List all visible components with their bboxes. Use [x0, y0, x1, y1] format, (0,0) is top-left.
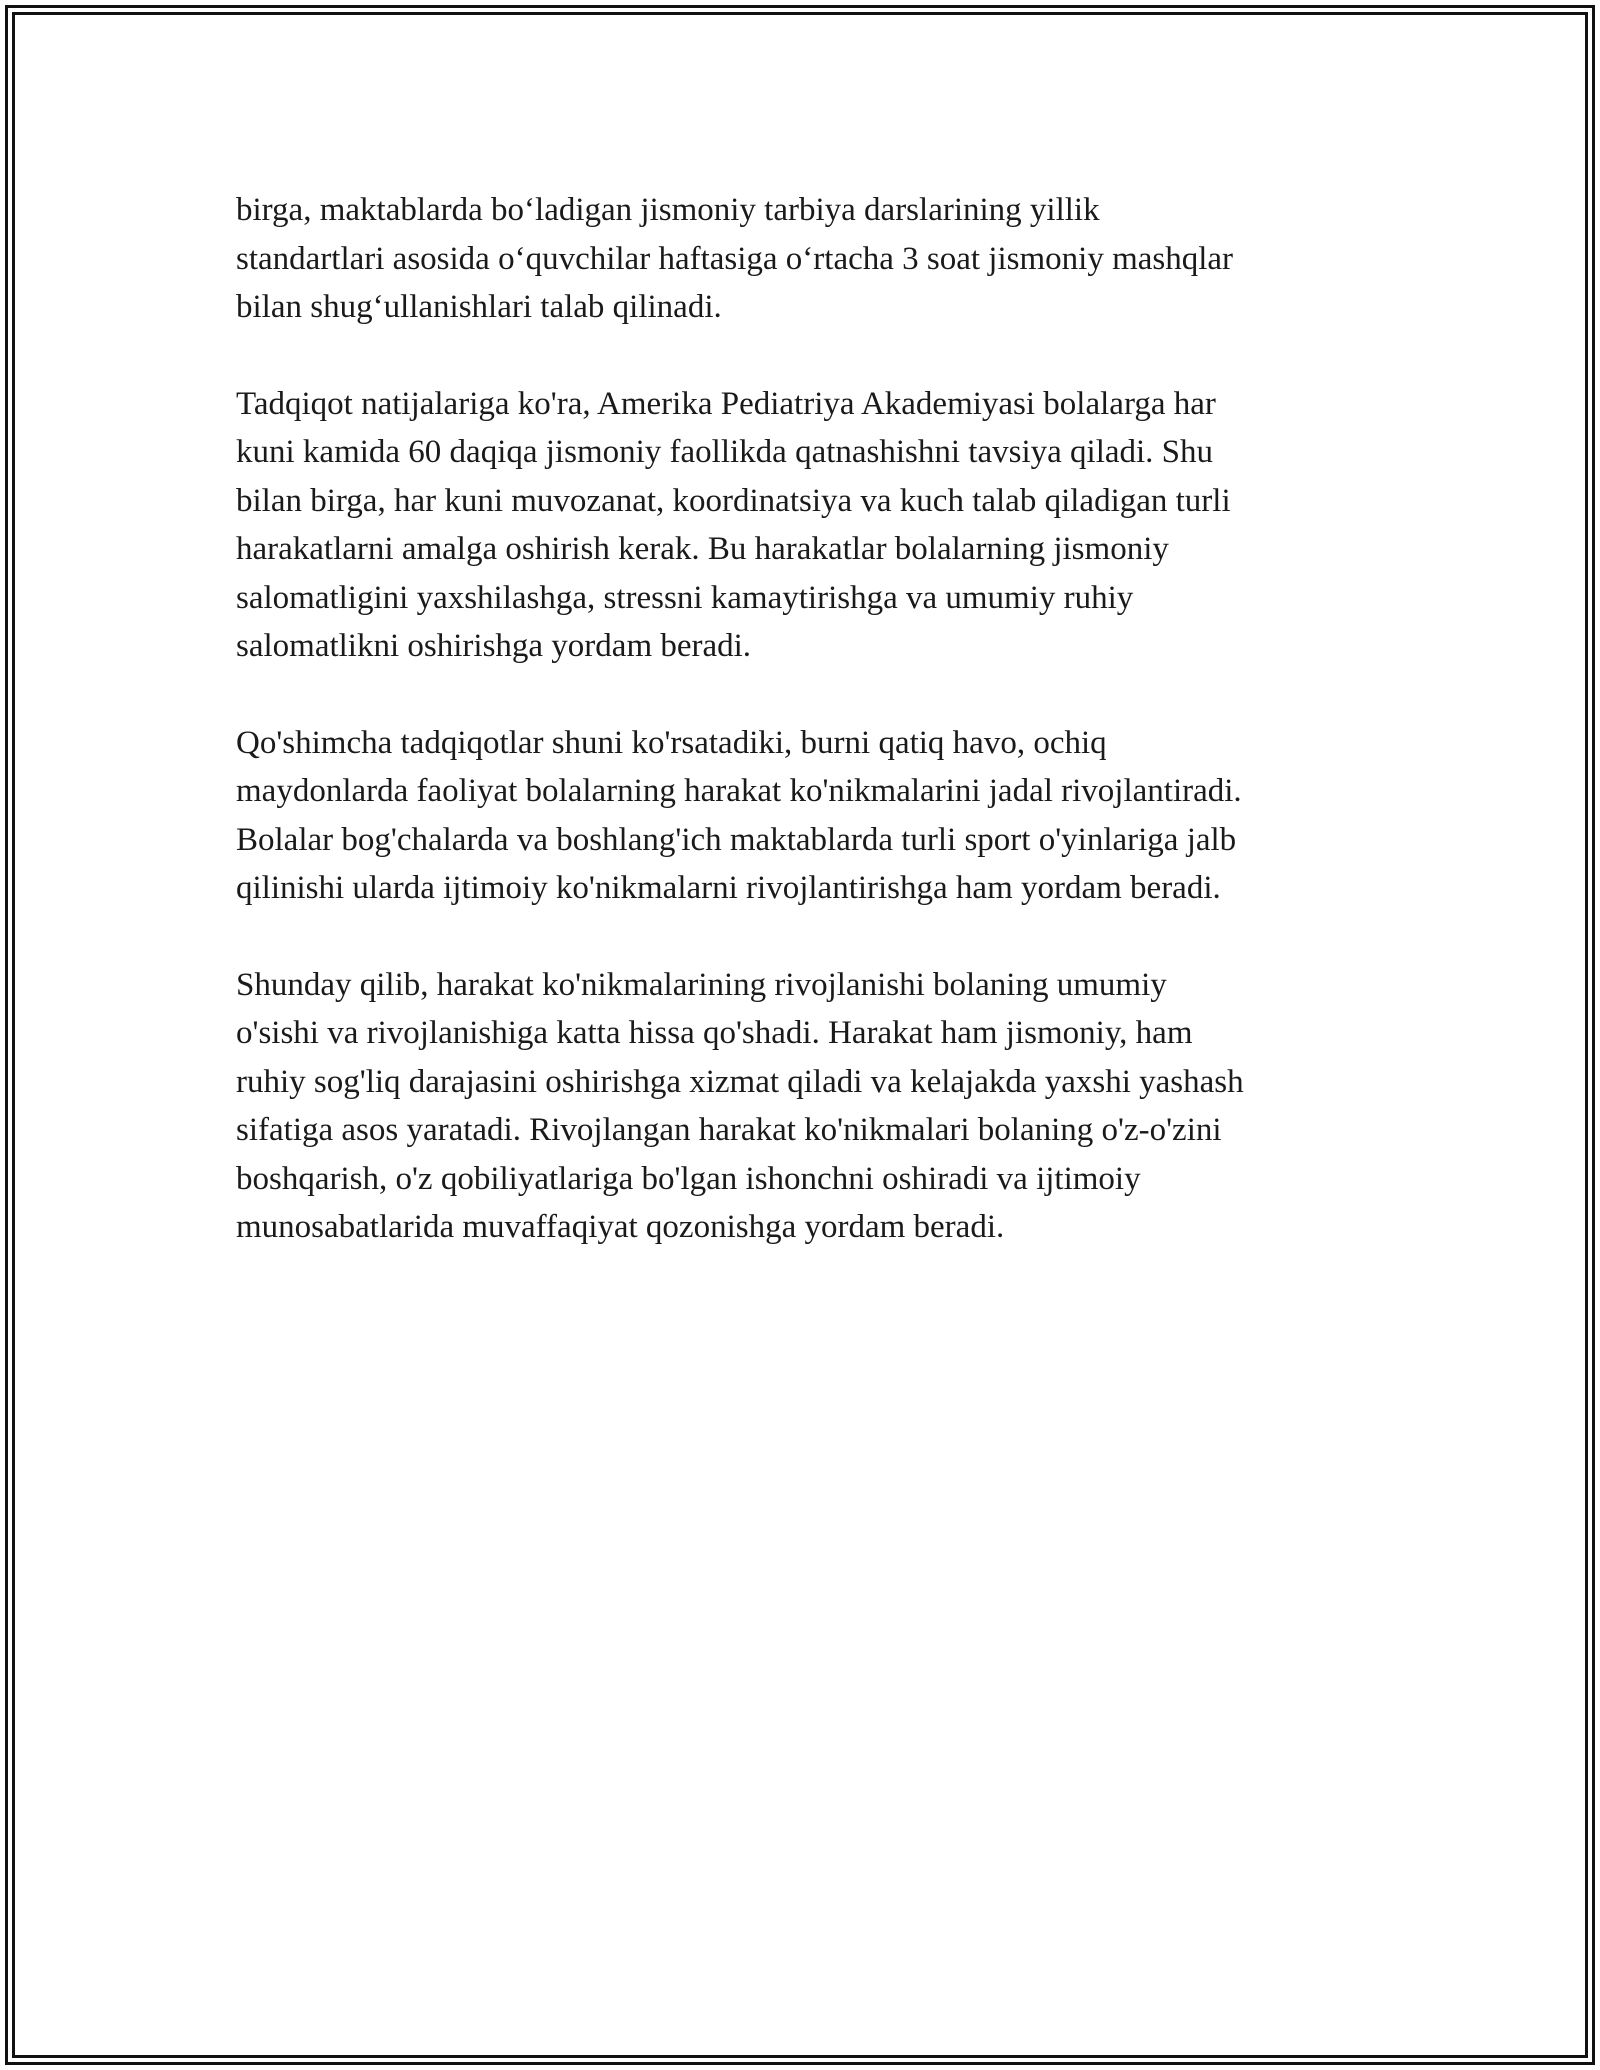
text-line: Qo'shimcha tadqiqotlar shuni ko'rsatadiki, burni qatiq havo, ochiq: [236, 724, 1107, 761]
text-line: Tadqiqot natijalariga ko'ra, Amerika Pediatriya Akademiyasi bolalarga har: [236, 385, 1216, 422]
paragraph-2: [236, 380, 1376, 671]
text-line: harakatlarni amalga oshirish kerak. Bu harakatlar bolalarning jismoniy: [236, 531, 1169, 567]
text-line: Bolalar bog'chalarda va boshlang'ich maktablarda turli sport o'yinlariga jalb: [236, 821, 1237, 858]
paragraph-3: [236, 719, 1376, 913]
text-line: standartlari asosida o‘quvchilar haftasiga o‘rtacha 3 soat jismoniy mashqlar: [236, 240, 1234, 277]
paragraph-1: [236, 186, 1376, 332]
paragraph-4: [236, 961, 1376, 1252]
text-line: Shunday qilib, harakat ko'nikmalarining rivojlanishi bolaning umumiy: [236, 966, 1167, 1003]
text-line: sifatiga asos yaratadi. Rivojlangan harakat ko'nikmalari bolaning o'z-o'zini: [236, 1112, 1222, 1148]
text-line: salomatligini yaxshilashga, stressni kamaytirishga va umumiy ruhiy: [236, 579, 1134, 616]
document-body: [236, 186, 1376, 1300]
text-line: qilinishi ularda ijtimoiy ko'nikmalarni rivojlantirishga ham yordam beradi.: [236, 870, 1221, 906]
text-line: maydonlarda faoliyat bolalarning harakat ko'nikmalarini jadal rivojlantiradi.: [236, 773, 1242, 809]
text-line: o'sishi va rivojlanishiga katta hissa qo'shadi. Harakat ham jismoniy, ham: [236, 1015, 1193, 1051]
text-line: kuni kamida 60 daqiqa jismoniy faollikda qatnashishni tavsiya qiladi. Shu: [236, 434, 1214, 470]
text-line: munosabatlarida muvaffaqiyat qozonishga yordam beradi.: [236, 1209, 1005, 1245]
text-line: bilan shug‘ullanishlari talab qilinadi.: [236, 289, 722, 325]
text-line: bilan birga, har kuni muvozanat, koordinatsiya va kuch talab qiladigan turli: [236, 482, 1231, 519]
text-line: salomatlikni oshirishga yordam beradi.: [236, 628, 752, 664]
text-line: ruhiy sog'liq darajasini oshirishga xizmat qiladi va kelajakda yaxshi yashash: [236, 1063, 1244, 1100]
text-line: birga, maktablarda bo‘ladigan jismoniy tarbiya darslarining yillik: [236, 192, 1100, 228]
text-line: boshqarish, o'z qobiliyatlariga bo'lgan ishonchni oshiradi va ijtimoiy: [236, 1160, 1141, 1197]
